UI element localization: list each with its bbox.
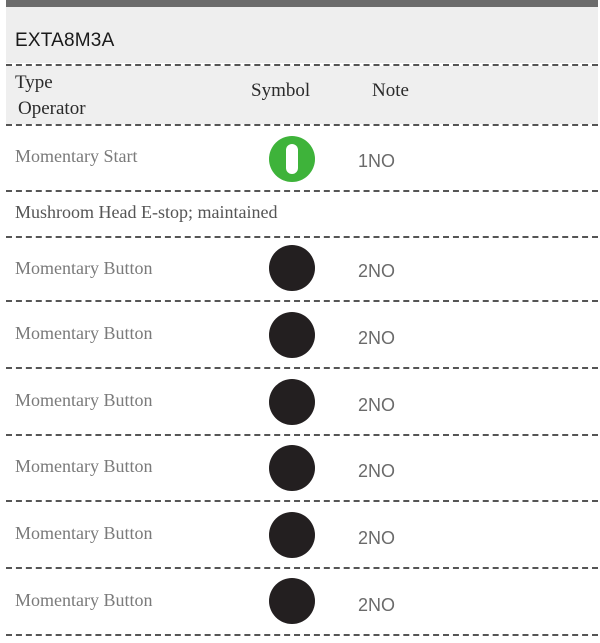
black-circle-icon — [269, 312, 315, 358]
row-label: Momentary Button — [15, 390, 153, 410]
black-circle-icon — [269, 512, 315, 558]
header-type: Type — [15, 72, 53, 93]
header-operator: Operator — [18, 98, 86, 119]
divider — [6, 500, 598, 502]
black-circle-icon — [269, 245, 315, 291]
row-note: 2NO — [358, 328, 396, 348]
row-note: 2NO — [358, 461, 396, 481]
divider — [6, 124, 598, 126]
table-title: EXTA8M3A — [15, 30, 115, 51]
divider — [6, 190, 598, 192]
header-symbol: Symbol — [251, 80, 311, 101]
row-label: Momentary Button — [15, 323, 153, 343]
divider — [6, 434, 598, 436]
top-rule — [6, 0, 598, 7]
row-label: Momentary Button — [15, 456, 153, 476]
black-circle-icon — [269, 379, 315, 425]
black-circle-icon — [269, 445, 315, 491]
divider — [6, 367, 598, 369]
header-note: Note — [372, 80, 409, 101]
row-note: 1NO — [358, 151, 396, 171]
row-label: Mushroom Head E-stop; maintained — [15, 202, 278, 222]
divider — [6, 300, 598, 302]
row-label: Momentary Start — [15, 146, 138, 166]
divider — [6, 634, 598, 636]
row-note: 2NO — [358, 395, 396, 415]
divider — [6, 236, 598, 238]
row-note: 2NO — [358, 595, 396, 615]
row-label: Momentary Button — [15, 590, 153, 610]
green-pill-icon — [269, 136, 315, 182]
black-circle-icon — [269, 578, 315, 624]
row-note: 2NO — [358, 528, 396, 548]
row-label: Momentary Button — [15, 258, 153, 278]
divider — [6, 567, 598, 569]
row-note: 2NO — [358, 261, 396, 281]
row-label: Momentary Button — [15, 523, 153, 543]
